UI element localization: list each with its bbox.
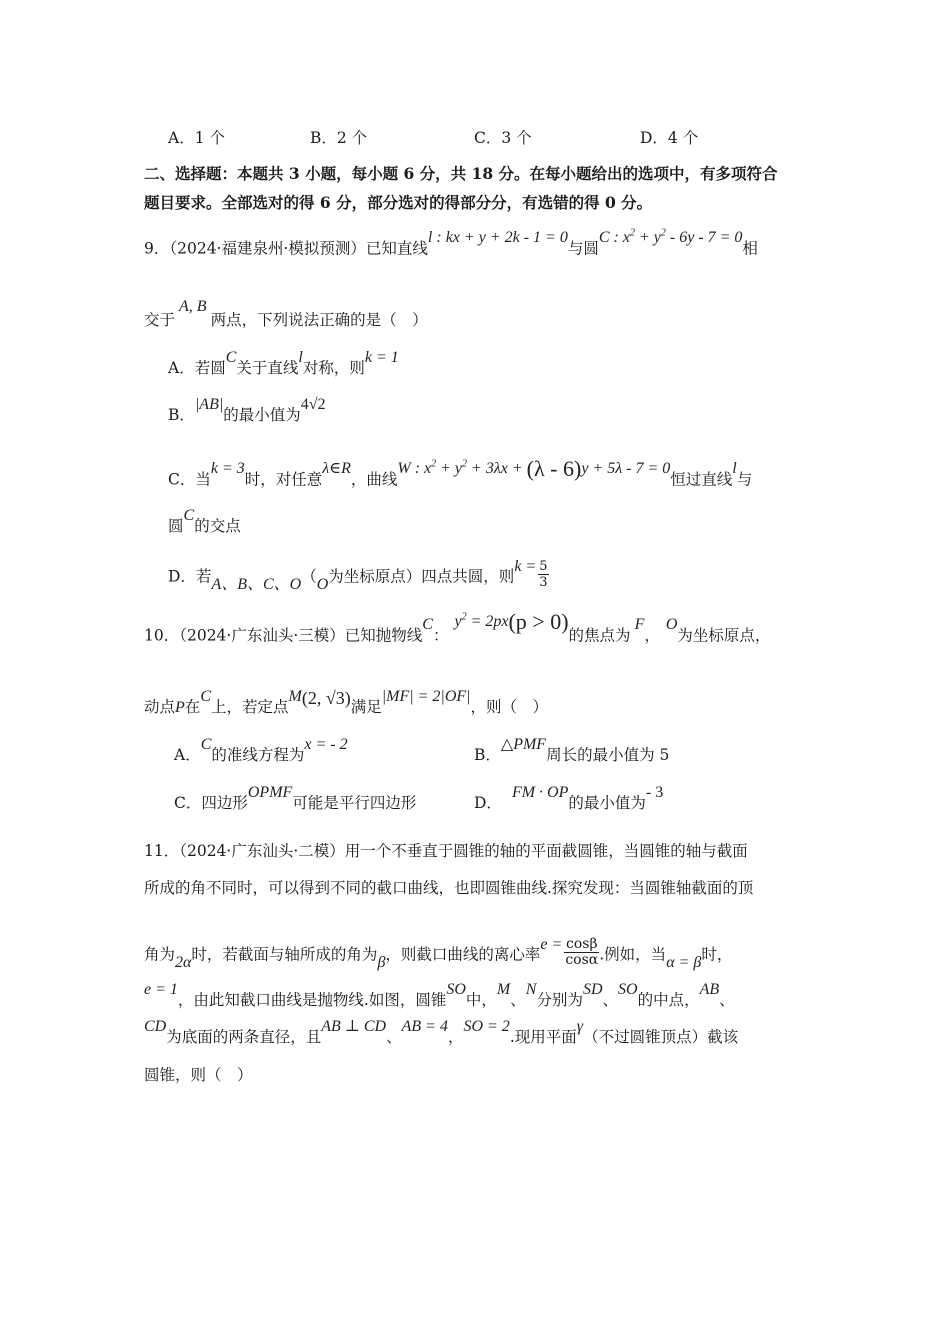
q9-stem-line2: 交于A, B两点，下列说法正确的是（ ） [144,298,428,329]
q10-condition: |MF| = 2|OF| [381,688,471,705]
q11-stem-line6: 圆锥，则（ ） [144,1066,253,1084]
q9-fraction-denominator: 3 [539,575,548,590]
q9-line-equation: l : kx + y + 2k - 1 = 0 [427,229,568,247]
q11-stem-line3: 角为2α时，若截面与轴所成的角为β，则截口曲线的离心率e = $\frac{\cos\beta}{\cos\alpha}$ .例如，当α = β时， [144,935,733,971]
q9-option-d: D．若A、B、C、O（O为坐标原点）四点共圆，则k = $\frac{5}{3}$ [168,557,548,593]
q10-parabola-equation: $y^2 = 2px(p > 0)$ [454,609,569,635]
q11-fraction-numerator: cosβ [566,936,598,952]
q11-fraction-denominator: cosα [565,952,599,968]
q9-points: A, B [179,298,207,315]
q8-option-b: B．2 个 [310,129,368,147]
q9-stem-line1: 9．（2024·福建泉州·模拟预测）已知直线l : kx + y + 2k - 1 = 0与圆C : $x^2 + y^2 - 6y - 7 = 0$相 [144,228,758,258]
q10-option-c: C．四边形OPMF可能是平行四边形 [174,784,417,812]
q9-option-a: A．若圆C关于直线l对称，则k = 1 [168,349,399,377]
q11-stem-line5: CD为底面的两条直径，且AB ⊥ CD、AB = 4，SO = 2.现用平面γ（不过圆锥顶点）截该 [144,1018,739,1046]
q10-stem-line1: 10．（2024·广东汕头·三模）已知抛物线C：$y^2 = 2px(p > 0)$的焦点为F，O为坐标原点， [144,609,771,645]
q11-stem-line4: e = 1，由此知截口曲线是抛物线.如图，圆锥SO中，M、N分别为SD、SO的中点，AB、 [144,981,735,1009]
q9-option-c-line2: 圆C的交点 [168,507,241,535]
section2-heading-line2: 题目要求。全部选对的得 6 分，部分选对的得部分分，有选错的得 0 分。 [144,193,653,212]
q10-option-d: D．FM · OP的最小值为- 3 [474,784,664,812]
q9-option-c-line1: C．当k = 3时，对任意λ∈R，曲线W : $x^2 + y^2 + 3\lambda x + (\lambda - 6)y + 5\lambda - 7 = 0$恒过直线l与 [168,456,753,489]
q10-option-a: A．C的准线方程为x = - 2 [174,736,348,764]
q11-stem-line2: 所成的角不同时，可以得到不同的截口曲线，也即圆锥曲线.探究发现：当圆锥轴截面的顶 [144,879,754,897]
q9-option-b: B．|AB|的最小值为4√2 [168,396,326,424]
q10-stem-line2: 动点P在C上，若定点M(2, √3)满足|MF| = 2|OF|，则（ ） [144,688,549,716]
section2-heading-line1: 二、选择题：本题共 3 小题，每小题 6 分，共 18 分。在每小题给出的选项中，有多项符合 [144,164,778,183]
q9-curve-w-equation: W : $x^2 + y^2 + 3\lambda x + (\lambda - 6)y + 5\lambda - 7 = 0$ [397,456,671,482]
q10-option-b: B．△PMF周长的最小值为 5 [474,736,670,764]
q8-option-a: A．1 个 [168,129,225,147]
q9-fraction-numerator: 5 [539,559,548,574]
q8-option-c: C．3 个 [474,129,532,147]
q9-circle-equation: C : $x^2 + y^2 - 6y - 7 = 0$ [598,228,743,247]
q11-stem-line1: 11．（2024·广东汕头·二模）用一个不垂直于圆锥的轴的平面截圆锥，当圆锥的轴与截面 [144,842,748,860]
q8-option-d: D．4 个 [640,129,699,147]
